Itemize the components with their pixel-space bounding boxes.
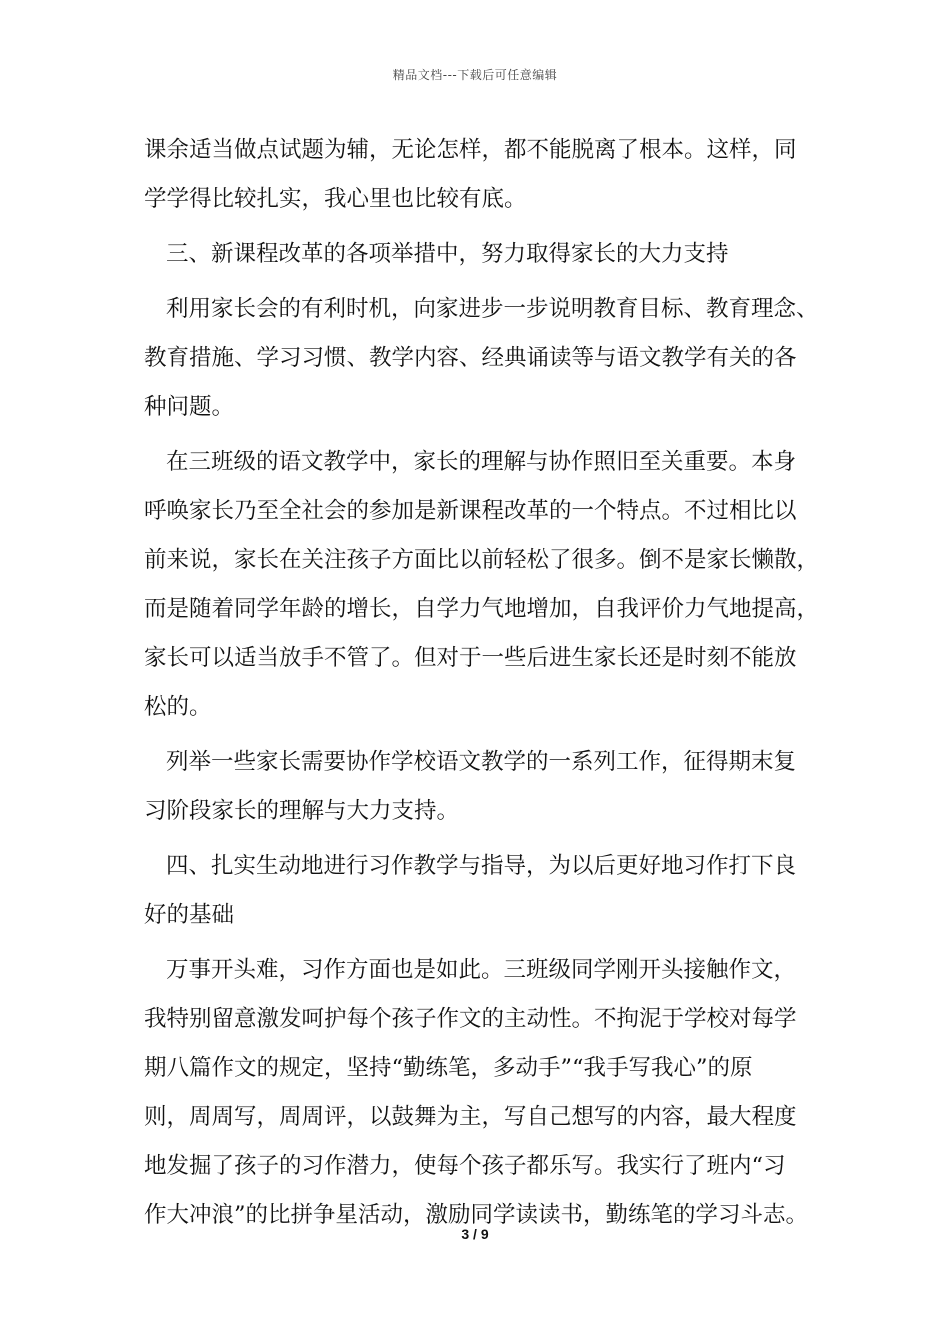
section-heading-4 xyxy=(144,842,834,940)
text-line: 呼唤家长乃至全社会的参加是新课程改革的一个特点。不过相比以 xyxy=(144,498,797,524)
text-line: 学学得比较扎实，我心里也比较有底。 xyxy=(144,186,527,212)
header-text: 精品文档---下载后可任意编辑 xyxy=(392,68,558,82)
text-line: 地发掘了孩子的习作潜力，使每个孩子都乐写。我实行了班内“习 xyxy=(144,1153,786,1179)
heading-line: 四、扎实生动地进行习作教学与指导，为以后更好地习作打下良 xyxy=(166,853,797,879)
text-line: 万事开头难，习作方面也是如此。三班级同学刚开头接触作文， xyxy=(166,957,797,983)
text-line: 前来说，家长在关注孩子方面比以前轻松了很多。倒不是家长懒散， xyxy=(144,547,820,573)
heading-line: 三、新课程改革的各项举措中，努力取得家长的大力支持 xyxy=(166,241,729,267)
page-separator: / xyxy=(473,1226,477,1242)
text-line: 作大冲浪”的比拼争星活动，激励同学读读书，勤练笔的学习斗志。 xyxy=(144,1202,809,1228)
page-total: 9 xyxy=(480,1226,489,1242)
text-line: 松的。 xyxy=(144,694,212,720)
text-line: 而是随着同学年龄的增长，自学力气地增加，自我评价力气地提高， xyxy=(144,596,820,622)
text-line: 在三班级的语文教学中，家长的理解与协作照旧至关重要。本身 xyxy=(166,449,797,475)
text-line: 我特别留意激发呵护每个孩子作文的主动性。不拘泥于学校对每学 xyxy=(144,1006,797,1032)
paragraph-parent-cooperation xyxy=(144,438,834,732)
text-line: 则，周周写，周周评，以鼓舞为主，写自己想写的内容，最大程度 xyxy=(144,1104,797,1130)
document-body xyxy=(144,126,834,1240)
text-line: 家长可以适当放手不管了。但对于一些后进生家长还是时刻不能放 xyxy=(144,645,797,671)
text-line: 教育措施、学习习惯、教学内容、经典诵读等与语文教学有关的各 xyxy=(144,345,797,371)
text-line: 利用家长会的有利时机，向家进步一步说明教育目标、教育理念、 xyxy=(166,296,819,322)
page-current: 3 xyxy=(461,1226,470,1242)
page-header xyxy=(0,66,950,83)
paragraph-review-support xyxy=(144,738,834,836)
text-line: 期八篇作文的规定，坚持“勤练笔，多动手”“我手写我心”的原 xyxy=(144,1055,753,1081)
text-line: 习阶段家长的理解与大力支持。 xyxy=(144,798,460,824)
paragraph-continuation xyxy=(144,126,834,224)
paragraph-parent-meeting xyxy=(144,285,834,432)
text-line: 课余适当做点试题为辅，无论怎样，都不能脱离了根本。这样，同 xyxy=(144,137,797,163)
text-line: 列举一些家长需要协作学校语文教学的一系列工作，征得期末复 xyxy=(166,749,797,775)
paragraph-writing-teaching xyxy=(144,946,834,1240)
page-number xyxy=(0,1226,950,1242)
section-heading-3 xyxy=(144,230,834,279)
text-line: 种问题。 xyxy=(144,394,235,420)
heading-line: 好的基础 xyxy=(144,902,235,928)
